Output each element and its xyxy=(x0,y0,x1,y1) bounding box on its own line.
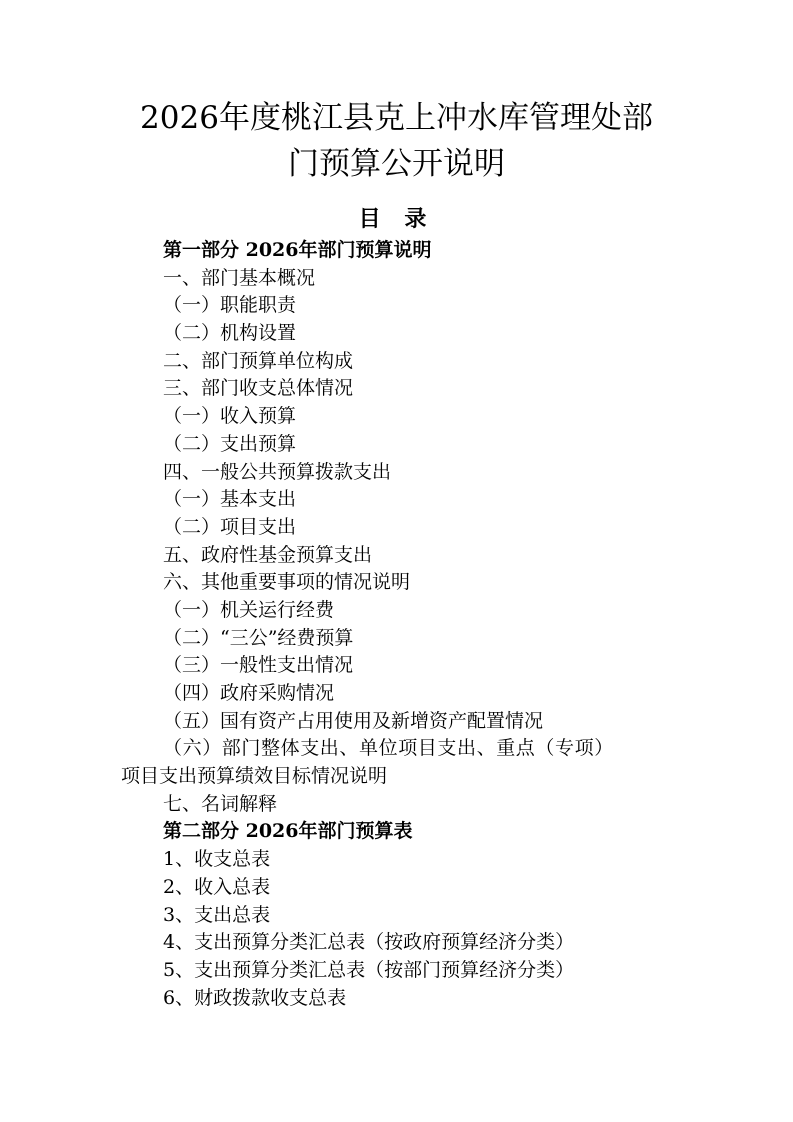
toc-item: （一）机关运行经费 xyxy=(163,598,335,621)
toc-item: （二）项目支出 xyxy=(163,515,297,538)
toc-item-continuation: 项目支出预算绩效目标情况说明 xyxy=(121,765,388,788)
toc-item: 6、财政拨款收支总表 xyxy=(163,986,347,1009)
toc-item: （六）部门整体支出、单位项目支出、重点（专项） xyxy=(163,737,614,760)
toc-item-part-two: 第二部分 2026年部门预算表 xyxy=(163,820,413,843)
toc-item: 二、部门预算单位构成 xyxy=(163,349,354,372)
table-of-contents xyxy=(0,237,793,1012)
toc-item: 六、其他重要事项的情况说明 xyxy=(163,571,411,594)
toc-item: （一）收入预算 xyxy=(163,405,297,428)
toc-item-part-one: 第一部分 2026年部门预算说明 xyxy=(163,239,432,261)
toc-item: 五、政府性基金预算支出 xyxy=(163,543,373,566)
toc-item: （二）支出预算 xyxy=(163,432,297,455)
toc-item: 七、名词解释 xyxy=(163,792,278,815)
toc-item: 三、部门收支总体情况 xyxy=(163,377,354,400)
toc-item: 2、收入总表 xyxy=(163,875,271,898)
toc-item: 一、部门基本概况 xyxy=(163,266,316,289)
toc-item: （三）一般性支出情况 xyxy=(163,654,354,677)
toc-item: 4、支出预算分类汇总表（按政府预算经济分类） xyxy=(163,931,575,954)
toc-item: （一）基本支出 xyxy=(163,488,297,511)
toc-item: 1、收支总表 xyxy=(163,848,271,871)
toc-item: （一）职能职责 xyxy=(163,294,297,317)
toc-item: （二）“三公”经费预算 xyxy=(163,626,354,649)
toc-item: 3、支出总表 xyxy=(163,903,271,926)
toc-item: （二）机构设置 xyxy=(163,322,297,345)
document-title-line-1: 2026年度桃江县克上冲水库管理处部 xyxy=(140,100,653,136)
document-title-line-2: 门预算公开说明 xyxy=(288,146,505,182)
toc-item: 5、支出预算分类汇总表（按部门预算经济分类） xyxy=(163,958,575,981)
toc-item: （五）国有资产占用使用及新增资产配置情况 xyxy=(163,709,544,732)
toc-item: （四）政府采购情况 xyxy=(163,682,335,704)
toc-heading: 目 录 xyxy=(358,206,435,232)
toc-item: 四、一般公共预算拨款支出 xyxy=(163,460,392,483)
